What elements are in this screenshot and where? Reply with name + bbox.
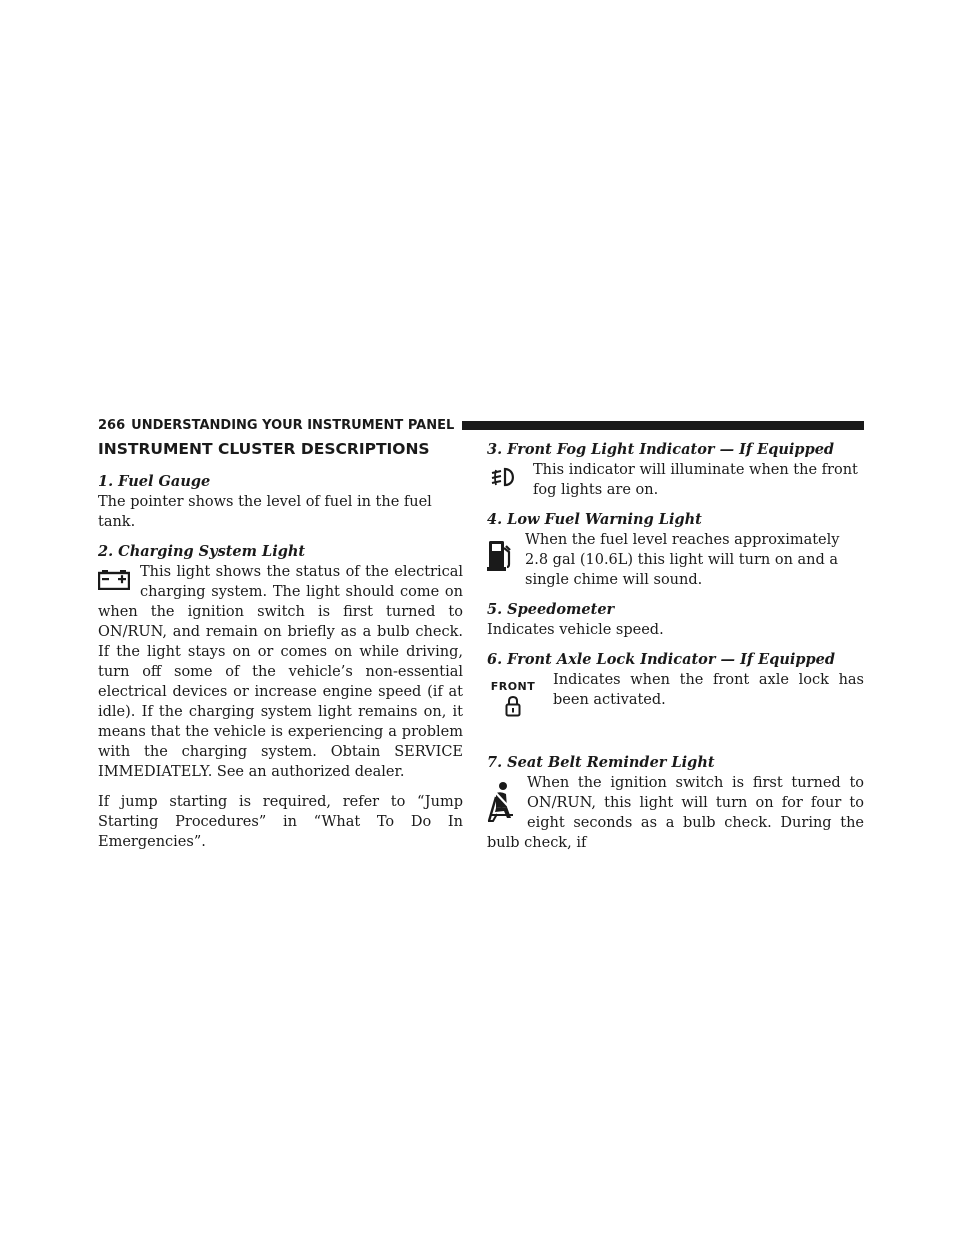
page-header bbox=[98, 415, 864, 435]
low-fuel-title: 4. Low Fuel Warning Light bbox=[487, 511, 702, 528]
jump-start-text: If jump starting is required, refer to “Jump Starting Procedures” in “What To Do In Emergencies”. bbox=[98, 794, 463, 850]
battery-icon bbox=[98, 568, 130, 590]
speedometer-title: 5. Speedometer bbox=[487, 601, 615, 618]
right-column bbox=[487, 440, 864, 853]
seat-belt-title: 7. Seat Belt Reminder Light bbox=[487, 754, 715, 771]
fog-text: This indicator will illuminate when the front fog lights are on. bbox=[533, 462, 858, 498]
chapter-title: UNDERSTANDING YOUR INSTRUMENT PANEL bbox=[131, 417, 455, 433]
fuel-gauge-text: The pointer shows the level of fuel in the fuel tank. bbox=[98, 494, 432, 530]
front-fog-light-icon bbox=[489, 466, 519, 488]
axle-lock-title: 6. Front Axle Lock Indicator — If Equipped bbox=[487, 651, 836, 668]
axle-lock-text: Indicates when the front axle lock has been activated. bbox=[553, 672, 864, 708]
front-axle-lock-icon bbox=[487, 680, 539, 717]
fuel-gauge-title: 1. Fuel Gauge bbox=[98, 473, 211, 490]
seat-belt-icon bbox=[487, 781, 517, 823]
fog-title: 3. Front Fog Light Indicator — If Equipped bbox=[487, 441, 835, 458]
front-label: FRONT bbox=[490, 680, 536, 693]
speedometer-text: Indicates vehicle speed. bbox=[487, 622, 664, 638]
low-fuel-text: When the fuel level reaches approximately 2.8 gal (10.6L) this light will turn on and a single chime will sound. bbox=[525, 532, 840, 588]
page-number: 266 bbox=[98, 417, 126, 433]
charging-text: This light shows the status of the electrical charging system. The light should come on when the ignition switch is first turned to ON/RUN, and remain on briefly as a bulb check. If the light stays on or comes on while driving, turn off some of the vehicle’s non-essential electrical devices or increase engine speed (if at idle). If the charging system light remains on, it means that the vehicle is experiencing a problem with the charging system. Obtain SERVICE IMMEDIATELY. See an authorized dealer. bbox=[98, 564, 463, 780]
charging-title: 2. Charging System Light bbox=[98, 543, 306, 560]
section-title: INSTRUMENT CLUSTER DESCRIPTIONS bbox=[98, 440, 430, 458]
left-column bbox=[98, 440, 463, 852]
seat-belt-text: When the ignition switch is first turned to ON/RUN, this light will turn on for four to eight seconds as a bulb check. During the bulb check, if bbox=[487, 775, 864, 851]
header-rule bbox=[462, 421, 864, 430]
fuel-pump-icon bbox=[487, 538, 513, 572]
